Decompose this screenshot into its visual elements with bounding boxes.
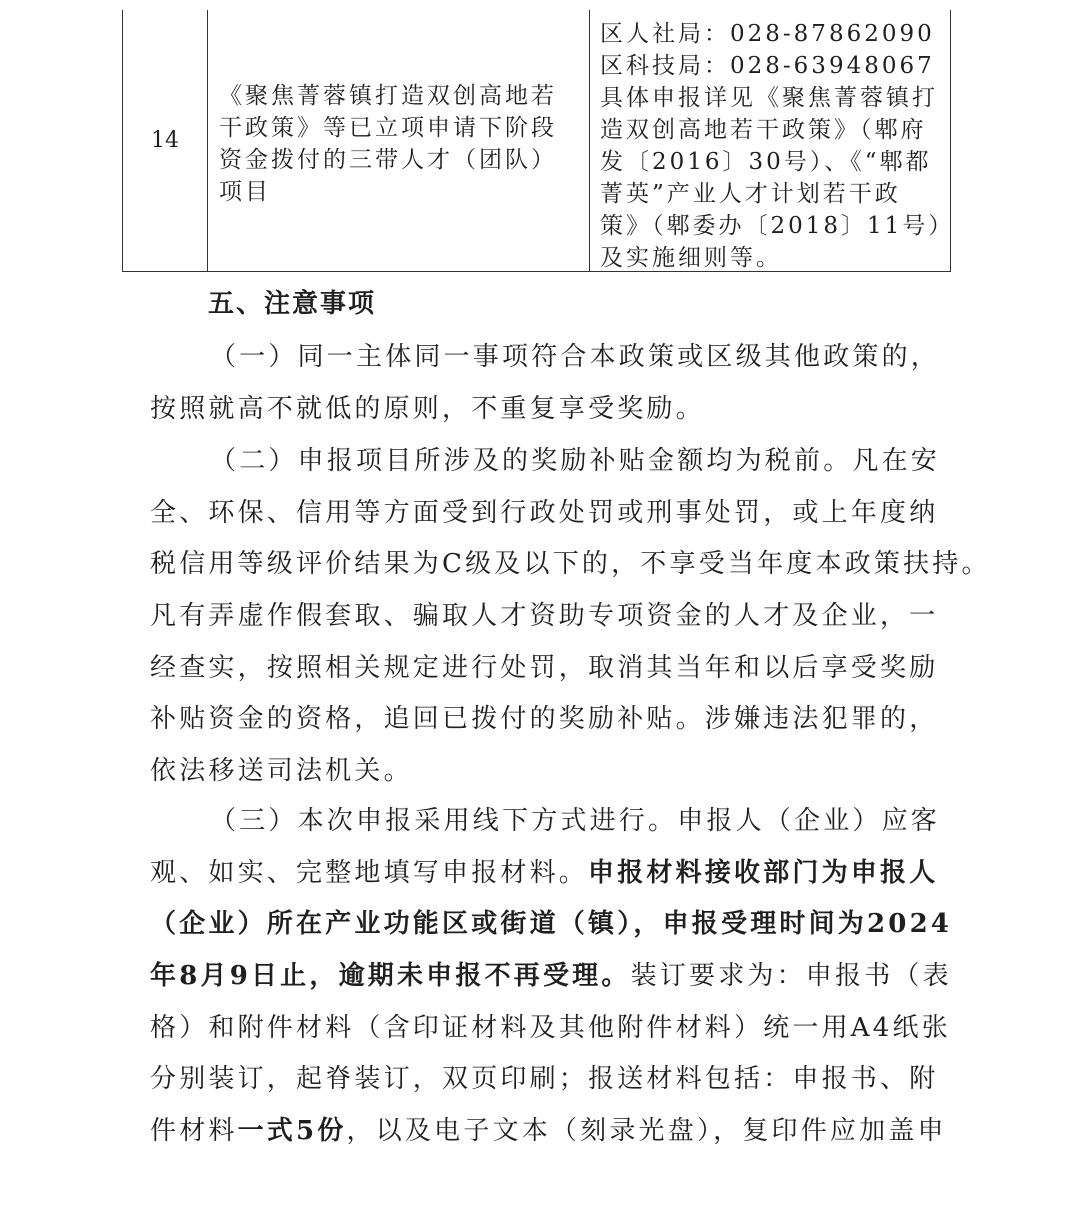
paragraph-line: （企业）所在产业功能区或街道（镇），申报受理时间为2024 (150, 909, 953, 940)
row-contact-text (600, 18, 955, 274)
paragraph-line: 凡有弄虚作假套取、骗取人才资助专项资金的人才及企业，一 (150, 601, 939, 632)
paragraph-line (150, 1106, 950, 1158)
item-line: 干政策》等已立项申请下阶段 (219, 115, 557, 141)
paragraph-3 (150, 796, 953, 1158)
row-number: 14 (151, 128, 179, 153)
paragraph-line: 全、环保、信用等方面受到行政处罚或刑事处罚，或上年度纳 (150, 497, 939, 528)
table-column-divider (207, 10, 208, 271)
paragraph-line (150, 848, 950, 900)
text-run: 件材料 (150, 1116, 238, 1147)
contact-line: 区人社局：028-87862090 (600, 21, 935, 47)
paragraph-line (150, 951, 950, 1003)
paragraph-2 (150, 436, 991, 798)
contact-line: 及实施细则等。 (600, 245, 782, 271)
contact-line: 具体申报详见《聚焦菁蓉镇打 (600, 85, 938, 111)
item-line: 资金拨付的三带人才（团队） (219, 147, 557, 173)
bold-text-run: 年8月9日止，逾期未申报不再受理。 (150, 961, 631, 992)
paragraph-line: （三）本次申报采用线下方式进行。申报人（企业）应客 (210, 806, 941, 836)
contact-line: 区科技局：028-63948067 (600, 53, 935, 79)
item-line: 《聚焦菁蓉镇打造双创高地若 (219, 83, 557, 109)
paragraph-1 (150, 332, 950, 435)
paragraph-line: 补贴资金的资格，追回已拨付的奖励补贴。涉嫌违法犯罪的， (150, 704, 939, 735)
contact-line: 菁英”产业人才计划若干政 (600, 181, 901, 207)
contact-line: 发〔2016〕30号）、《“郫都 (600, 149, 932, 175)
bold-text-run: 一式5份 (237, 1116, 347, 1147)
section-heading: 五、注意事项 (208, 289, 377, 319)
row-item-text (219, 80, 569, 208)
text-run: 装订要求为：申报书（表 (630, 961, 952, 992)
paragraph-line: （一）同一主体同一事项符合本政策或区级其他政策的， (210, 342, 941, 372)
paragraph-line: 依法移送司法机关。 (150, 756, 413, 787)
text-run: 观、如实、完整地填写申报材料。 (150, 857, 589, 888)
table-column-divider (589, 10, 590, 271)
item-line: 项目 (219, 179, 271, 205)
paragraph-line: 按照就高不就低的原则，不重复享受奖励。 (150, 393, 705, 424)
paragraph-line: （二）申报项目所涉及的奖励补贴金额均为税前。凡在安 (210, 446, 941, 476)
paragraph-line: 经查实，按照相关规定进行处罚，取消其当年和以后享受奖励 (150, 652, 939, 683)
paragraph-line: 分别装订，起脊装订，双页印刷；报送材料包括：申报书、附 (150, 1064, 939, 1095)
text-run: ，以及电子文本（刻录光盘），复印件应加盖申 (346, 1116, 947, 1147)
contact-line: 策》（郫委办〔2018〕11号） (600, 213, 955, 239)
bold-text-run: 申报材料接收部门为申报人 (588, 857, 939, 888)
contact-line: 造双创高地若干政策》（郫府 (600, 117, 927, 143)
paragraph-line: 格）和附件材料（含印证材料及其他附件材料）统一用A4纸张 (150, 1012, 951, 1043)
policy-table-row (122, 10, 955, 272)
paragraph-line: 税信用等级评价结果为C级及以下的，不享受当年度本政策扶持。 (150, 549, 991, 580)
